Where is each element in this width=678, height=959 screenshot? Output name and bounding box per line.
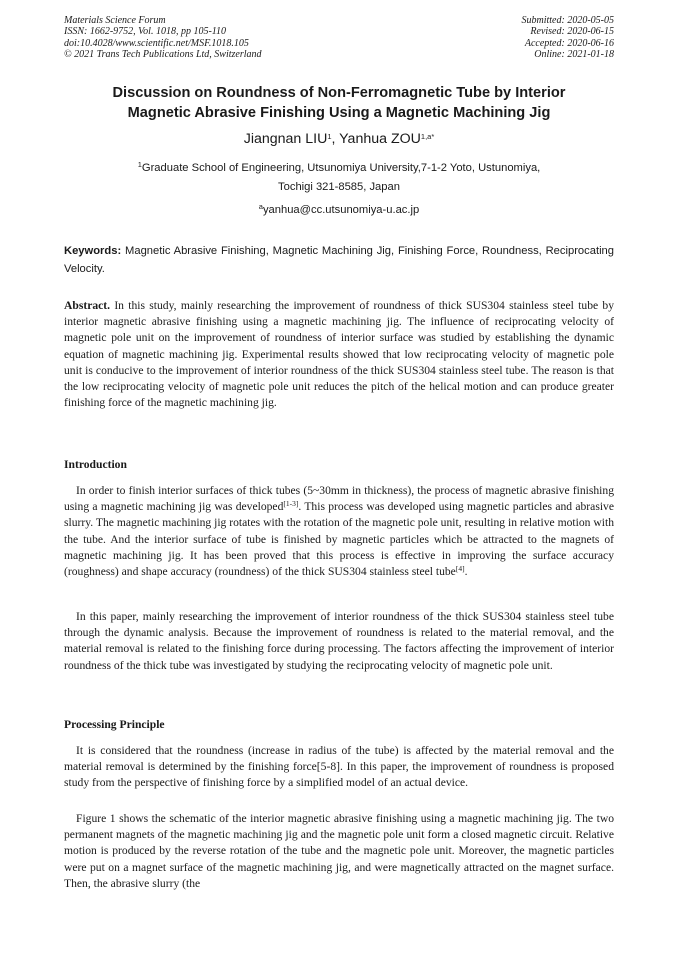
title-line: Discussion on Roundness of Non-Ferromagnetic Tube by Interior	[112, 85, 566, 101]
author-list	[64, 130, 614, 148]
affiliation-line	[64, 159, 614, 178]
journal-copyright: © 2021 Trans Tech Publications Ltd, Switzerland	[64, 49, 262, 61]
author-name: Jiangnan LIU	[243, 131, 328, 147]
keywords	[64, 242, 614, 278]
section-heading-introduction: Introduction	[64, 458, 127, 471]
author-affiliation-marker: 1,a*	[420, 132, 435, 141]
author-email	[64, 203, 614, 217]
paragraph-text: In order to finish interior surfaces of thick tubes (5~30mm in thickness), the process of magnetic abrasive finishing using a magnetic machining jig was developed	[64, 484, 614, 514]
date-accepted: Accepted: 2020-06-16	[524, 37, 614, 49]
citation-ref[interactable]: [1-3]	[283, 499, 299, 509]
author-name: Yanhua ZOU	[339, 131, 421, 147]
journal-header-right	[522, 15, 615, 61]
affiliation	[64, 159, 614, 197]
title-line: Magnetic Abrasive Finishing Using a Magnetic Machining Jig	[127, 105, 551, 121]
abstract-label: Abstract.	[64, 299, 111, 312]
paragraph-text: .	[464, 565, 468, 579]
paragraph: In this paper, mainly researching the improvement of interior roundness of the thick SUS304 stainless steel tube through the dynamic analysis. Because the improvement of roundness is related to the material removal, and the material removal is related to the finishing force during processing. The factors affecting the improvement of interior roundness of the thick tube was investigated by studying the reciprocating velocity of magnetic pole unit.	[64, 610, 614, 672]
journal-name: Materials Science Forum	[64, 15, 166, 26]
paragraph: Figure 1 shows the schematic of the interior magnetic abrasive finishing using a magnetic machining jig. The two permanent magnets of the magnetic machining jig and the magnetic pole unit form a closed magnetic circuit. Relative motion is produced by the reverse rotation of the tube and the magnetic pole unit. Moreover, the magnetic particles were put on a magnet surface of the magnetic machining jig, and were magnetically attracted on the magnet surface. Then, the abrasive slurry (the	[64, 812, 614, 890]
abstract-text: In this study, mainly researching the improvement of roundness of thick SUS304 stainless steel tube by interior magnetic abrasive finishing using a magnetic machining jig. The influence of reciprocating velocity of magnetic pole unit on the improvement of roundness of interior surface was studied by establishing the dynamic equation of magnetic machining jig. Experimental results showed that low reciprocating velocity of magnetic pole unit is conducive to the improvement of interior roundness of the thick SUS304 stainless steel tube. The reason is that the low reciprocating velocity of magnetic pole unit reduces the pitch of the helical motion and can produce greater finishing force of the magnetic machining jig.	[64, 299, 614, 410]
section-heading-processing-principle: Processing Principle	[64, 718, 165, 731]
journal-doi: doi:10.4028/www.scientific.net/MSF.1018.105	[64, 37, 249, 49]
email-marker: a	[258, 202, 263, 211]
keywords-text: Magnetic Abrasive Finishing, Magnetic Machining Jig, Finishing Force, Roundness, Reciprocating Velocity.	[64, 245, 614, 275]
keywords-label: Keywords:	[64, 245, 122, 257]
affiliation-text: Graduate School of Engineering, Utsunomiya University,7-1-2 Yoto, Ustunomiya,	[141, 162, 541, 174]
paper-title	[64, 83, 614, 123]
date-revised: Revised: 2020-06-15	[530, 26, 614, 38]
date-submitted: Submitted: 2020-05-05	[521, 15, 614, 26]
author-separator: ,	[331, 131, 340, 147]
citation-ref[interactable]: [4]	[455, 564, 465, 574]
abstract	[64, 298, 614, 411]
paragraph: It is considered that the roundness (increase in radius of the tube) is affected by the material removal and the material removal is determined by the finishing force[5-8]. In this paper, the improvement of roundness is proposed study from the perspective of finishing force by a simplified model of an actual device.	[64, 744, 614, 790]
email-link[interactable]: yanhua@cc.utsunomiya-u.ac.jp	[262, 204, 420, 216]
paragraph	[64, 483, 614, 580]
affiliation-line: Tochigi 321-8585, Japan	[278, 181, 400, 193]
author-affiliation-marker: 1	[327, 132, 332, 141]
affiliation-marker: 1	[137, 160, 142, 169]
paragraph-text: . This process was developed using magnetic particles and abrasive slurry. The magnetic machining jig rotates with the rotation of the magnetic pole unit, resulting in relative motion with the tube. And the interior surface of tube is finished by magnetic particles which be attracted to the magnets of magnetic machining jig. It has been proved that this process is effective in improving the surface accuracy (roughness) and shape accuracy (roundness) of the thick SUS304 stainless steel tube	[64, 500, 614, 579]
journal-header-left	[64, 15, 262, 61]
journal-issn: ISSN: 1662-9752, Vol. 1018, pp 105-110	[64, 26, 227, 38]
date-online: Online: 2021-01-18	[534, 49, 614, 61]
